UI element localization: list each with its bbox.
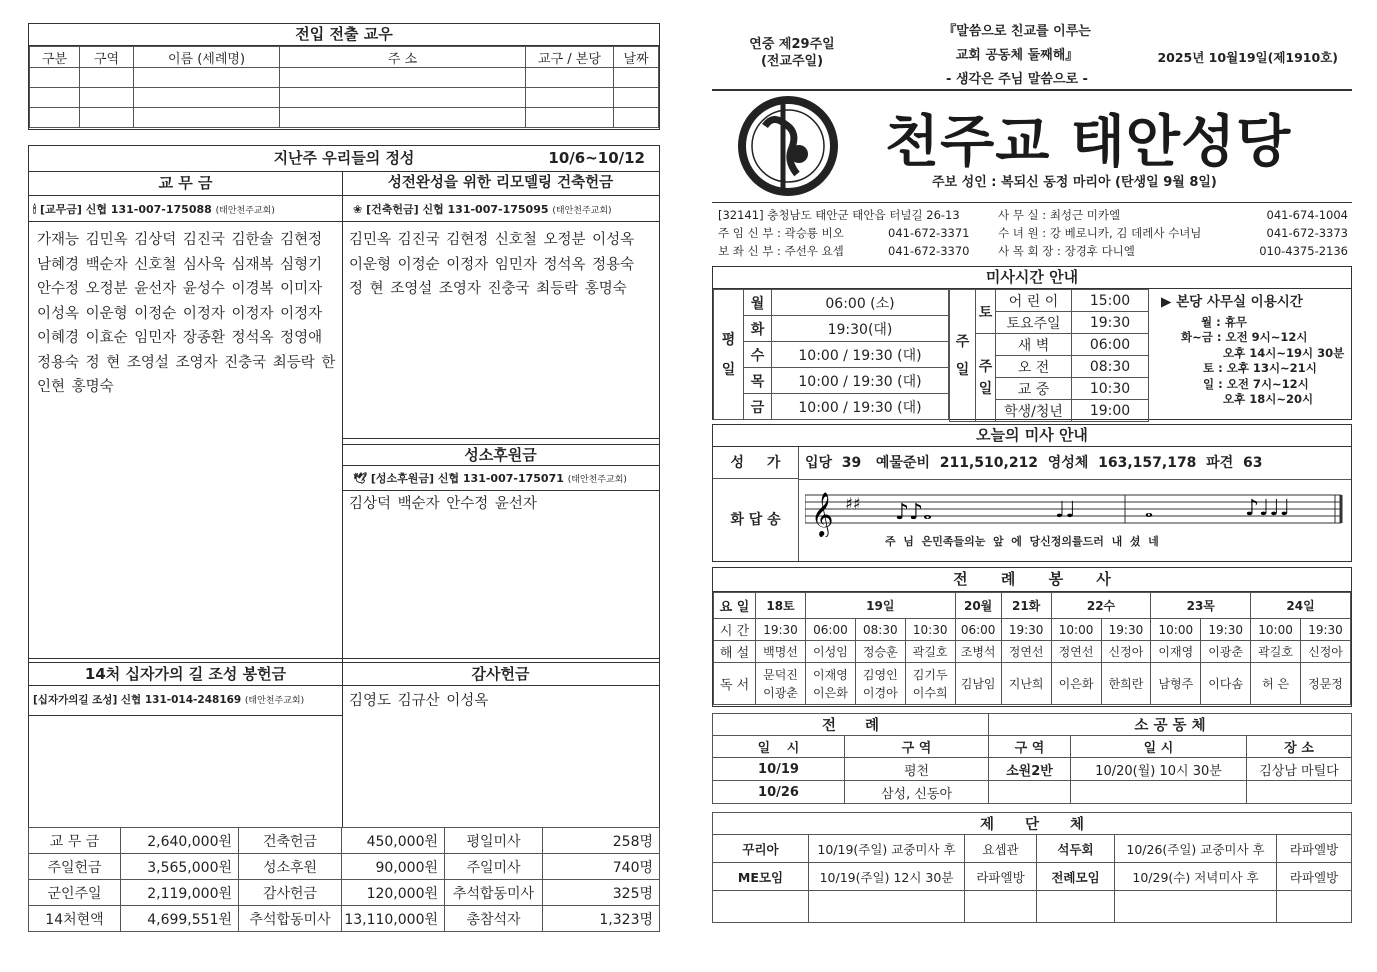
today-section	[712, 424, 1352, 562]
sunday-mass-table	[949, 289, 1149, 422]
slogan-line: - 생각은 주님 말씀으로 -	[946, 72, 1088, 87]
sat-label: 토	[976, 290, 996, 334]
vocation-title: 성소후원금	[342, 444, 659, 466]
contact-phone: 041-672-3370	[888, 244, 970, 258]
mass-slot: 어 린 이	[996, 290, 1072, 312]
contact-text: 사 목 회 장 : 장경후 다니엘	[998, 244, 1135, 258]
week-label: 연중 제29주일	[749, 37, 835, 52]
totals-label: 주일헌금	[29, 854, 121, 880]
sunday-label: 주 일	[950, 290, 976, 422]
slogan-line: 『말씀으로 친교를 이루는	[943, 24, 1091, 39]
mass-time: 10:00 / 19:30 (대)	[772, 368, 949, 394]
transfer-table	[29, 46, 659, 128]
mass-section	[712, 266, 1352, 420]
totals-value: 4,699,551원	[121, 906, 239, 932]
church-name: 천주교 태안성당	[885, 110, 1292, 175]
service-day: 23목	[1151, 593, 1251, 619]
vocation-account: 🕊 [성소후원금] 신협 131-007-175071 (태안천주교회)	[353, 472, 627, 485]
mass-day: 목	[744, 368, 772, 394]
weekday-mass-table	[713, 289, 949, 420]
mass-slot: 토요주일	[996, 312, 1072, 334]
transfer-col: 이름 (세례명)	[134, 47, 280, 68]
totals-label: 군인주일	[29, 880, 121, 906]
mass-time: 19:30(대)	[772, 316, 949, 342]
kyomu-account: 🕯 [교무금] 신협 131-007-175088 (태안천주교회)	[33, 203, 275, 216]
mass-time: 08:30	[1072, 356, 1149, 378]
service-label: 시 간	[714, 619, 756, 641]
contacts-table	[718, 206, 1348, 260]
kyomu-names: 가재능 김민옥 김상덕 김진국 김한솔 김현정 남혜경 백순자 신호철 심사욱 심재복 심형기 안수정 오정분 윤선자 윤성수 이경복 이미자 이성옥 이운형 이정순 이정자 이정자 이정자 이혜경 이효순 임민자 장종환 정석옥 정영애 정용숙 정 현 조영설 조영자 진충국 최등락 한인현 홍명숙	[37, 232, 336, 395]
weekday-label: 평 일	[714, 290, 744, 420]
totals-label: 교 무 금	[29, 828, 121, 854]
totals-value: 1,323명	[543, 906, 660, 932]
sun-label: 주 일	[976, 334, 996, 422]
issue-date: 2025년 10월19일(제1910호)	[1157, 50, 1338, 65]
mass-time: 06:00	[1072, 334, 1149, 356]
contact-phone: 041-672-3371	[888, 226, 970, 240]
totals-value: 325명	[543, 880, 660, 906]
svg-text:𝄞: 𝄞	[811, 492, 834, 536]
service-table: 요 일 18토 19일 20월 21화 22수 23목 24일 시 간 19:30 06:00 08:30 10:30 06:00 19:30 10:00 19:30 10:00 19:30 10:00 19:30 해 설 백명선 이성임 정승훈 곽길호 조병석 정연선 정연선 신정아 이재영 이광춘 곽길호 신정아 독 서 문덕진 이광춘 이재영 이은화 김영인 이경아 김기두 이수희 김남임 지난희 이은화 한희란 남형주 이다솜 허 은 정문정	[713, 592, 1351, 705]
totals-label: 성소후원	[239, 854, 342, 880]
contact-phone: 010-4375-2136	[1259, 244, 1348, 258]
offerings-section	[28, 145, 660, 828]
mass-time: 10:30	[1072, 378, 1149, 400]
slogan-line: 교회 공동체 둘째해』	[955, 48, 1079, 63]
thanks-names: 김영도 김규산 이성옥	[349, 693, 489, 709]
service-day: 21화	[1001, 593, 1051, 619]
transfer-col: 구역	[80, 47, 134, 68]
community-title: 소 공 동 체	[989, 714, 1352, 736]
psalm-label: 화 답 송	[713, 479, 799, 561]
totals-label: 건축헌금	[239, 828, 342, 854]
totals-value: 450,000원	[342, 828, 445, 854]
offerings-title: 지난주 우리들의 정성	[273, 149, 415, 167]
totals-label: 평일미사	[445, 828, 543, 854]
contact-text: 보 좌 신 부 : 주선우 요셉	[718, 244, 844, 258]
service-title: 전 례 봉 사	[713, 568, 1351, 592]
transfer-col: 교구 / 본당	[526, 47, 614, 68]
service-day: 20월	[955, 593, 1001, 619]
totals-label: 총참석자	[445, 906, 543, 932]
service-day: 18토	[756, 593, 806, 619]
thanks-title: 감사헌금	[342, 662, 659, 686]
contact-text: 수 녀 원 : 강 베로니카, 김 데레사 수녀님	[998, 226, 1202, 240]
service-label: 해 설	[714, 641, 756, 663]
service-label: 독 서	[714, 663, 756, 705]
cross-account: [십자가의길 조성] 신협 131-014-248169 (태안천주교회)	[33, 694, 305, 706]
svg-text:♩♩: ♩♩	[1055, 498, 1076, 523]
building-names: 김민옥 김진국 김현정 신호철 오정분 이성옥 이운형 이정순 이정자 임민자 정석옥 정용숙 정 현 조영설 조영자 진충국 최등락 홍명숙	[349, 232, 635, 297]
totals-table	[28, 827, 660, 932]
totals-value: 258명	[543, 828, 660, 854]
psalm-score	[805, 487, 1345, 537]
liturgy-community-table: 전 례 소 공 동 체 일 시 구 역 구 역 일 시 장 소 10/19 평천 소원2반 10/20(월) 10시 30분 김상남 마틸다 10/26 삼성, 신동아	[712, 713, 1352, 804]
song-numbers: 입당 39 예물준비 211,510,212 영성체 163,157,178 파견 63	[805, 455, 1263, 471]
offerings-period: 10/6~10/12	[548, 149, 645, 167]
offerings-header	[29, 146, 659, 172]
totals-value: 740명	[543, 854, 660, 880]
groups-table: 제 단 체 꾸리아 10/19(주일) 교중미사 후 요셉관 석두회 10/26(주일) 교중미사 후 라파엘방 ME모임 10/19(주일) 12시 30분 라파엘방 전례모임 10/29(수) 저녁미사 후 라파엘방	[712, 812, 1352, 923]
building-account: ❀ [건축헌금] 신협 131-007-175095 (태안천주교회)	[353, 203, 612, 216]
service-day: 19일	[806, 593, 956, 619]
mass-time: 19:00	[1072, 400, 1149, 422]
svg-text:♪♪𝅝: ♪♪𝅝	[895, 500, 932, 525]
svg-text:♪♩♩♩: ♪♩♩♩	[1245, 496, 1291, 521]
psalm-lyrics: 주 님 은민족들의눈 앞 에 당신정의를드러 내 셨 네	[885, 535, 1159, 548]
mass-day: 수	[744, 342, 772, 368]
office-title: ▶ 본당 사무실 이용시간	[1161, 294, 1303, 310]
contact-text: 주 임 신 부 : 곽승룡 비오	[718, 226, 844, 240]
today-title: 오늘의 미사 안내	[713, 425, 1351, 447]
patron-saint: 주보 성인 : 복되신 동정 마리아 (탄생일 9월 8일)	[932, 175, 1217, 190]
transfer-col: 구분	[30, 47, 80, 68]
contact-text: 사 무 실 : 최성근 미카엘	[998, 208, 1121, 222]
flower-icon: ❀	[353, 203, 363, 216]
contact-text: [32141] 충청남도 태안군 태안읍 터널길 26-13	[718, 208, 960, 222]
transfer-title: 전입 전출 교우	[29, 24, 659, 46]
mass-time: 15:00	[1072, 290, 1149, 312]
mass-slot: 오 전	[996, 356, 1072, 378]
vocation-names: 김상덕 백순자 안수정 윤선자	[349, 496, 537, 512]
totals-value: 90,000원	[342, 854, 445, 880]
totals-value: 3,565,000원	[121, 854, 239, 880]
contact-phone: 041-674-1004	[1266, 208, 1348, 222]
song-label: 성 가	[713, 447, 799, 479]
mass-day: 월	[744, 290, 772, 316]
totals-value: 2,119,000원	[121, 880, 239, 906]
mass-time: 10:00 / 19:30 (대)	[772, 342, 949, 368]
transfer-col: 주 소	[280, 47, 526, 68]
totals-label: 추석합동미사	[239, 906, 342, 932]
mass-slot: 교 중	[996, 378, 1072, 400]
groups-title: 제 단 체	[713, 813, 1352, 835]
totals-label: 감사헌금	[239, 880, 342, 906]
candle-icon: 🕯	[33, 203, 37, 216]
contact-phone: 041-672-3373	[1266, 226, 1348, 240]
transfer-col: 날짜	[614, 47, 659, 68]
service-day: 22수	[1051, 593, 1151, 619]
mass-day: 화	[744, 316, 772, 342]
building-title: 성전완성을 위한 리모델링 건축헌금	[342, 172, 659, 196]
church-logo	[733, 96, 843, 196]
totals-label: 14처현액	[29, 906, 121, 932]
totals-value: 13,110,000원	[342, 906, 445, 932]
mass-time: 19:30	[1072, 312, 1149, 334]
week-sub: (전교주일)	[760, 54, 824, 69]
mass-slot: 학생/청년	[996, 400, 1072, 422]
dove-icon: 🕊	[353, 472, 367, 485]
totals-value: 120,000원	[342, 880, 445, 906]
mass-slot: 새 벽	[996, 334, 1072, 356]
liturgy-title: 전 례	[713, 714, 989, 736]
mass-time: 10:00 / 19:30 (대)	[772, 394, 949, 420]
kyomu-title: 교 무 금	[29, 172, 342, 196]
totals-label: 주일미사	[445, 854, 543, 880]
transfer-section	[28, 23, 660, 130]
svg-text:𝅝: 𝅝	[1145, 498, 1153, 522]
mass-title: 미사시간 안내	[713, 267, 1351, 289]
service-section	[712, 567, 1352, 707]
service-day: 요 일	[714, 593, 756, 619]
totals-value: 2,640,000원	[121, 828, 239, 854]
cross-title: 14처 십자가의 길 조성 봉헌금	[29, 662, 342, 686]
mass-time: 06:00 (소)	[772, 290, 949, 316]
totals-label: 추석합동미사	[445, 880, 543, 906]
issue-header	[712, 18, 1352, 90]
service-day: 24일	[1251, 593, 1351, 619]
office-hours: ▶ 본당 사무실 이용시간 월 : 휴무 화~금 : 오전 9시~12시 오후 14시~19시 30분 토 : 오후 13시~21시 일 : 오전 7시~12시 오후 18시~20시	[1161, 295, 1347, 408]
svg-text:♯♯: ♯♯	[845, 494, 861, 513]
mass-day: 금	[744, 394, 772, 420]
